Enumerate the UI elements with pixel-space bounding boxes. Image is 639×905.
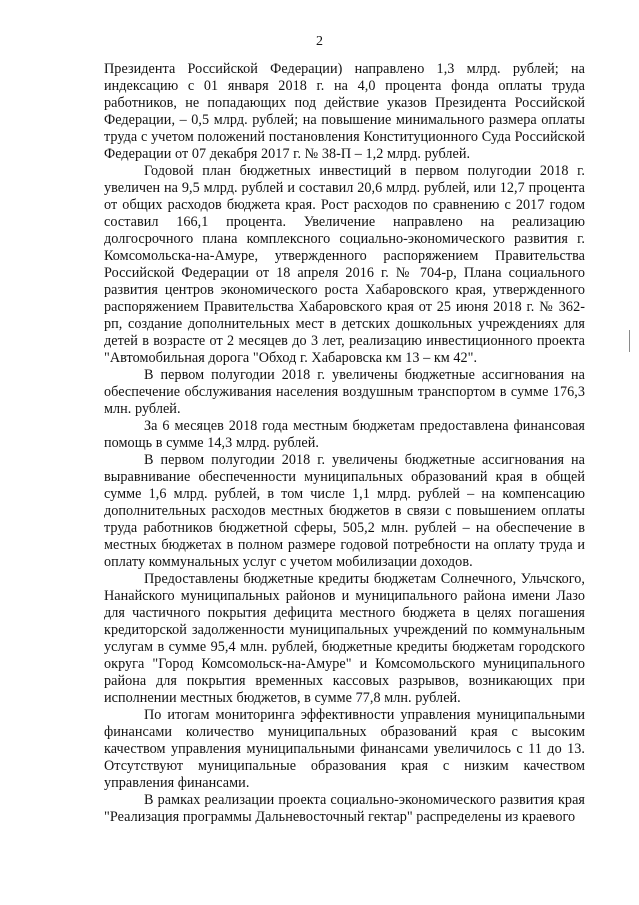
- paragraph-2: Годовой план бюджетных инвестиций в первом полугодии 2018 г. увеличен на 9,5 млрд. рублей и составил 20,6 млрд. рублей, или 12,7 процента от общих расходов бюджета края. Рост расходов по сравнению с 2017 годом составил 166,1 процента. Увеличение направлено на реализацию долгосрочного плана комплексного социально-экономического развития г. Комсомольска-на-Амуре, утвержденного распоряжением Правительства Российской Федерации от 18 апреля 2016 г. № 704-р, Плана социального развития центров экономического роста Хабаровского края, утвержденного распоряжением Правительства Хабаровского края от 25 июня 2018 г. № 362-рп, создание дополнительных мест в детских дошкольных учреждениях для детей в возрасте от 2 месяцев до 3 лет, реализацию инвестиционного проекта "Автомобильная дорога "Обход г. Хабаровска км 13 – км 42".: [104, 163, 585, 366]
- document-body: [104, 61, 585, 826]
- paragraph-1: Президента Российской Федерации) направлено 1,3 млрд. рублей; на индексацию с 01 января 2018 г. на 4,0 процента фонда оплаты труда работников, не попадающих под действие указов Президента Российской Федерации, – 0,5 млрд. рублей; на повышение минимального размера оплаты труда с учетом положений постановления Конституционного Суда Российской Федерации от 07 декабря 2017 г. № 38-П – 1,2 млрд. рублей.: [104, 61, 585, 162]
- page-number: 2: [316, 34, 323, 49]
- paragraph-4: За 6 месяцев 2018 года местным бюджетам предоставлена финансовая помощь в сумме 14,3 млрд. рублей.: [104, 418, 585, 451]
- scan-edge-mark: [629, 330, 630, 352]
- paragraph-8: В рамках реализации проекта социально-экономического развития края "Реализация программы Дальневосточный гектар" распределены из краевого: [104, 792, 585, 825]
- paragraph-6: Предоставлены бюджетные кредиты бюджетам Солнечного, Ульчского, Нанайского муниципальных районов и муниципального района имени Лазо для частичного покрытия дефицита местного бюджета в целях погашения кредиторской задолженности муниципальных учреждений по коммунальным услугам в сумме 95,4 млн. рублей, бюджетные кредиты бюджетам городского округа "Город Комсомольск-на-Амуре" и Комсомольского муниципального района для покрытия временных кассовых разрывов, возникающих при исполнении местных бюджетов, в сумме 77,8 млн. рублей.: [104, 571, 585, 706]
- paragraph-3: В первом полугодии 2018 г. увеличены бюджетные ассигнования на обеспечение обслуживания населения воздушным транспортом в сумме 176,3 млн. рублей.: [104, 367, 585, 417]
- paragraph-7: По итогам мониторинга эффективности управления муниципальными финансами количество муниципальных образований края с высоким качеством управления муниципальными финансами увеличилось с 11 до 13. Отсутствуют муниципальные образования края с низким качеством управления финансами.: [104, 707, 585, 791]
- paragraph-5: В первом полугодии 2018 г. увеличены бюджетные ассигнования на выравнивание обеспеченности муниципальных образований края в общей сумме 1,6 млрд. рублей, в том числе 1,1 млрд. рублей – на компенсацию дополнительных расходов местных бюджетов в связи с повышением оплаты труда работников бюджетной сферы, 505,2 млн. рублей – на обеспечение в местных бюджетах в полном размере годовой потребности на оплату труда и оплату коммунальных услуг с учетом мобилизации доходов.: [104, 452, 585, 570]
